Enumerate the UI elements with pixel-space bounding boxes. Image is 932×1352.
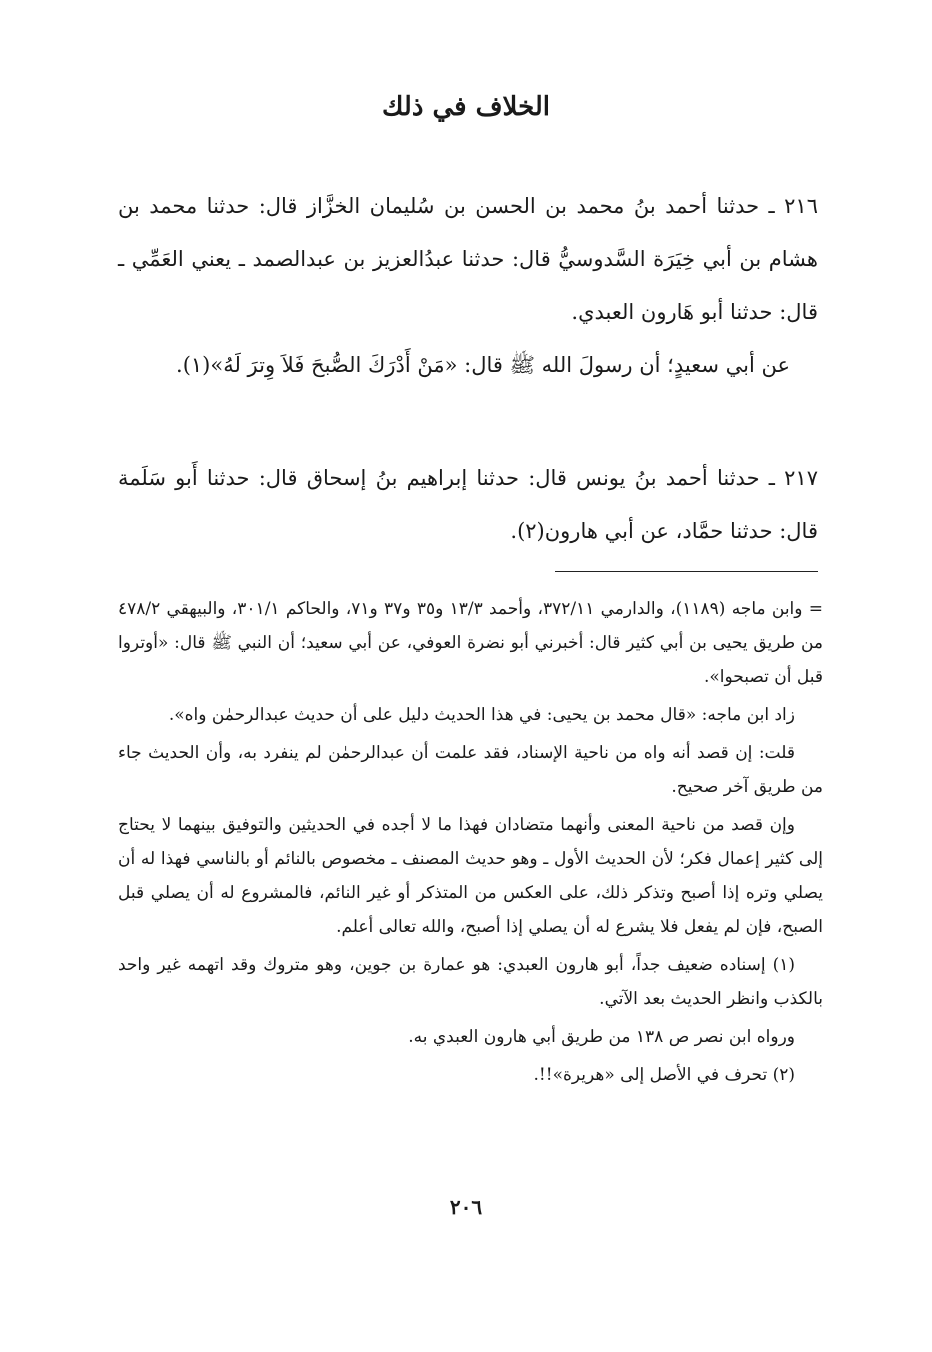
footnote-continued: = وابن ماجه (١١٨٩)، والدارمي ٣٧٢/١١، وأحمد ١٣/٣ و٣٥ و٣٧ و٧١، والحاكم ٣٠١/١، والبيهقي ٤٧٨/٢ من طريق يحيى بن أبي كثير قال: أخبرني أبو نضرة العوفي، عن أبي سعيد؛ أن النبي ﷺ قال: «أوتروا قبل أن تصبحوا». <box>118 599 824 687</box>
hadith-216-matn-text: عن أبي سعيدٍ؛ أن رسولَ الله ﷺ قال: «مَنْ أَدْرَكَ الصُّبحَ فَلاَ وِترَ لَهُ»(١). <box>176 353 790 377</box>
footnote-1: (١) إسناده ضعيف جداً، أبو هارون العبدي: هو عمارة بن جوين، وهو متروك وقد اتهمه غير واحد بالكذب وانظر الحديث بعد الآتي. <box>118 955 823 1009</box>
footnote-wa-in: وإن قصد من ناحية المعنى وأنهما متضادان فهذا ما لا أجده في الحديثين والتوفيق بينهما لا يحتاج إلى كثير إعمال فكر؛ لأن الحديث الأول ـ وهو حديث المصنف ـ مخصوص بالنائم أو بالناسي فهذا له أن يصلي وتره إذا أصبح وتذكر ذلك، على العكس من المتذكر أو غير النائم، فالمشروع له أن يصلي قبل الصبح، فإن لم يفعل فلا يشرع له أن يصلي إذا أصبح، والله تعالى أعلم. <box>118 815 823 937</box>
page-number: ٢٠٦ <box>449 1195 483 1219</box>
footnote-1-continued: ورواه ابن نصر ص ١٣٨ من طريق أبي هارون العبدي به. <box>408 1027 795 1047</box>
hadith-217-text: ٢١٧ ـ حدثنا أحمد بنُ يونس قال: حدثنا إبراهيم بنُ إسحاق قال: حدثنا أَبو سَلَمة قال: حدثنا حمَّاد، عن أبي هارون(٢). <box>118 466 818 543</box>
footnotes <box>118 592 823 1096</box>
page-title: الخلاف في ذلك <box>381 92 550 122</box>
hadith-217-isnad <box>118 452 818 558</box>
hadith-216-text: ٢١٦ ـ حدثنا أحمد بنُ محمد بن الحسن بن سُليمان الخزَّاز قال: حدثنا محمد بن هشام بن أبي خِيَرَة السَّدوسيُّ قال: حدثنا عبدُالعزيز بن عبدالصمد ـ يعني العَمِّي ـ قال: حدثنا أبو هَارون العبدي. <box>118 194 818 324</box>
footnote-ibn-majah: زاد ابن ماجه: «قال محمد بن يحيى: في هذا الحديث دليل على أن حديث عبدالرحمٰن واه». <box>168 705 795 725</box>
hadith-216-isnad <box>118 180 818 339</box>
hadith-216-matn <box>118 341 818 389</box>
footnote-qultu: قلت: إن قصد أنه واه من ناحية الإسناد، فقد علمت أن عبدالرحمٰن لم ينفرد به، وأن الحديث جاء من طريق آخر صحيح. <box>118 743 823 797</box>
footnote-separator <box>555 571 818 572</box>
footnote-2: (٢) تحرف في الأصل إلى «هريرة»!!. <box>533 1065 795 1085</box>
